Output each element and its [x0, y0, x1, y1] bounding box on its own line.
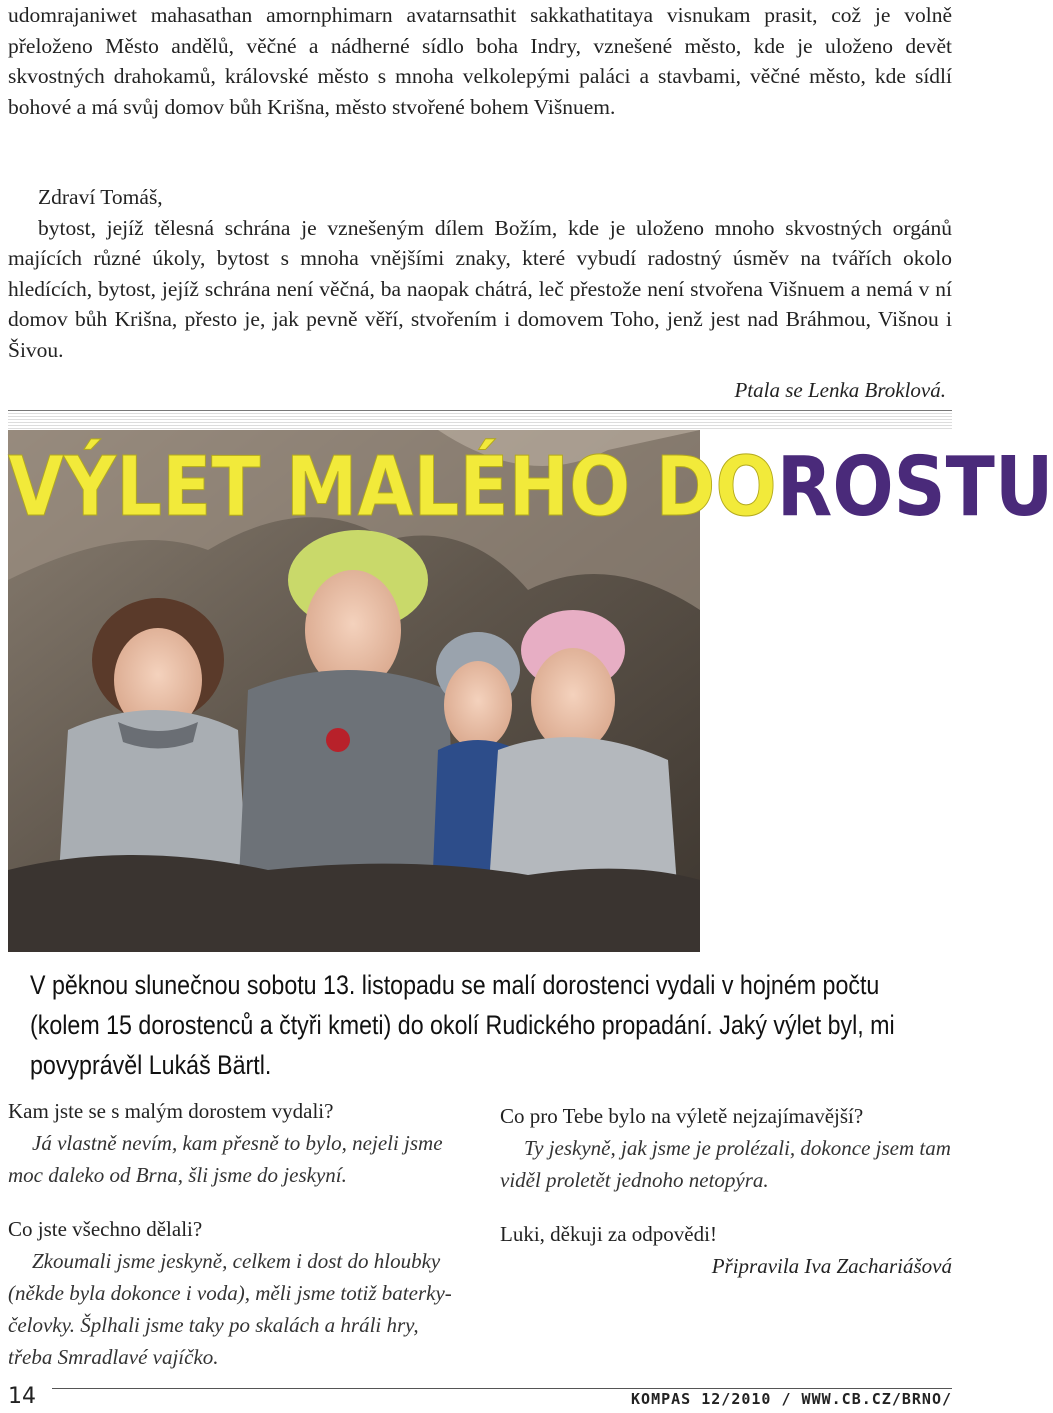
- feature-lead: V pěknou slunečnou sobotu 13. listopadu se malí dorostenci vydali v hojném počtu (kolem 15 dorostenců a čtyři kmeti) do okolí Rudického propadání. Jaký výlet byl, mi povyprávěl Lukáš Bärtl.: [30, 970, 895, 1080]
- question-1: Kam jste se s malým dorostem vydali?: [8, 1099, 334, 1123]
- publication-footer: KOMPAS 12/2010 / WWW.CB.CZ/BRNO/: [631, 1390, 952, 1408]
- body-paragraph: bytost, jejíž tělesná schrána je vznešeným dílem Božím, kde je uloženo mnoho skvostných orgánů majících různé úkoly, bytost s mnoha vnějšími znaky, které vybudí radostný úsměv na tvářích okolo hledících, bytost, jejíž schrána není věčná, ba naopak chátrá, leč přestože není stvořena Višnuem a nemá v ní domov bůh Krišna, přesto je, jak pevně věří, stvořením i domovem Toho, jenž jest nad Bráhmou, Višnou i Šivou.: [8, 215, 952, 362]
- headline-yellow-part: VÝLET MALÉHO DO: [8, 440, 777, 535]
- answer-3: Ty jeskyně, jak jsme je prolézali, dokonce jsem tam viděl proletět jednoho netopýra.: [500, 1136, 951, 1192]
- section-divider: [8, 410, 952, 429]
- footer-rule: [52, 1388, 952, 1389]
- greeting: Zdraví Tomáš,: [38, 185, 163, 209]
- interview-signature: Ptala se Lenka Broklová.: [734, 378, 946, 402]
- answer-2: Zkoumali jsme jeskyně, celkem i dost do hloubky (někde byla dokonce i voda), měli jsme totiž baterky-čelovky. Šplhali jsme taky po skalách a hráli hry, třeba Smradlavé vajíčko.: [8, 1249, 452, 1369]
- intro-paragraph: udomrajaniwet mahasathan amornphimarn avatarnsathit sakkathatitaya visnukam prasit, což je volně přeloženo Město andělů, věčné a nádherné sídlo boha Indry, vznešené město, kde je uloženo devět skvostných drahokamů, královské město s mnoha velkolepými paláci a stavbami, věčné město, kde sídlí bohové a má svůj domov bůh Krišna, město stvořené bohem Višnuem.: [8, 3, 952, 119]
- feature-signature: Připravila Iva Zachariášová: [711, 1254, 952, 1278]
- greeting-block: [8, 182, 952, 365]
- interview-column-left: [8, 1095, 460, 1373]
- answer-1: Já vlastně nevím, kam přesně to bylo, nejeli jsme moc daleko od Brna, šli jsme do jeskyní.: [8, 1131, 443, 1187]
- question-2: Co jste všechno dělali?: [8, 1217, 203, 1241]
- question-3: Co pro Tebe bylo na výletě nejzajímavější?: [500, 1104, 864, 1128]
- headline-purple-part: ROSTU: [776, 440, 1053, 535]
- feature-headline: [8, 438, 1053, 538]
- interview-column-right: [500, 1100, 952, 1282]
- page-number: 14: [8, 1384, 36, 1409]
- closing-line: Luki, děkuji za odpovědi!: [500, 1222, 717, 1246]
